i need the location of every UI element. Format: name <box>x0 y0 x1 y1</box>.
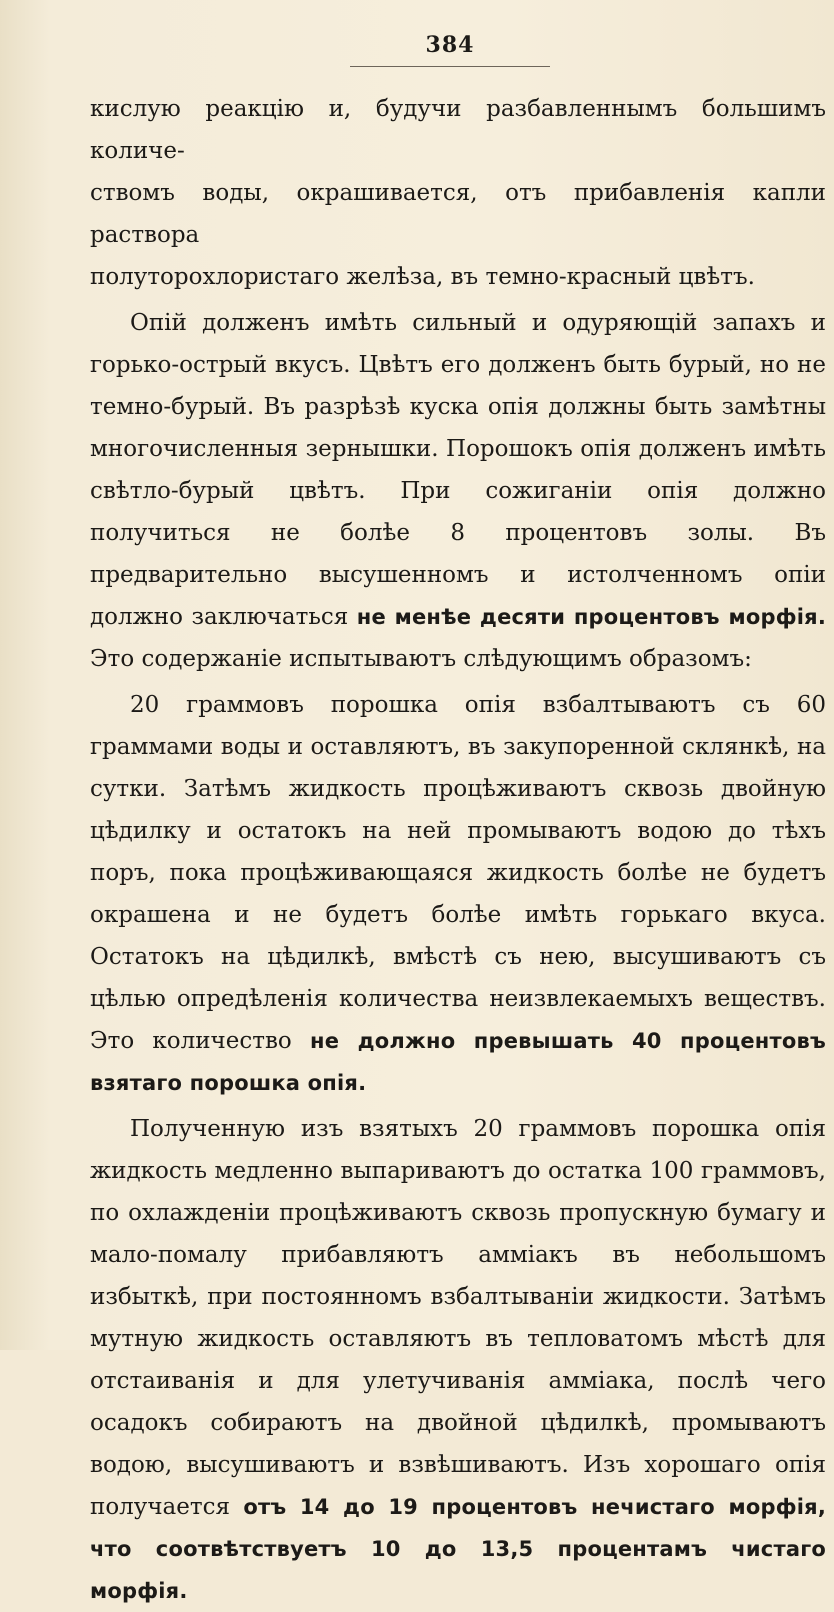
paragraph-2-bold: не менѣе десяти процентовъ морфія. <box>356 605 827 629</box>
header-rule <box>350 66 550 67</box>
paragraph-2-text-end: Это содержаніе испытываютъ слѣдующимъ образомъ: <box>90 646 752 672</box>
body-text <box>90 88 826 1612</box>
paragraph-2 <box>90 302 826 680</box>
paragraph-3-bold: не должно превышать 40 процентовъ взятаго порошка опія. <box>90 1029 826 1095</box>
page-header <box>380 32 520 58</box>
paragraph-4-bold: отъ 14 до 19 процентовъ нечистаго морфія, что соотвѣтствуетъ 10 до 13,5 процентамъ чистаго морфія. <box>90 1495 826 1603</box>
paragraph-1-line-1: кислую реакцію и, будучи разбавленнымъ большимъ количе- <box>90 96 826 164</box>
paragraph-3 <box>90 684 826 1104</box>
paragraph-4-text: Полученную изъ взятыхъ 20 граммовъ порошка опія жидкость медленно выпариваютъ до остатка 100 граммовъ, по охлажденіи процѣживаютъ сквозь пропускную бумагу и мало-помалу прибавляютъ амміакъ въ небольшомъ избыткѣ, при постоянномъ взбалтываніи жидкости. Затѣмъ мутную жидкость оставляютъ въ тепловатомъ мѣстѣ для отстаиванія и для улетучиванія амміака, послѣ чего осадокъ собираютъ на двойной цѣдилкѣ, промываютъ водою, высушиваютъ и взвѣшиваютъ. Изъ хорошаго опія получается <box>90 1116 826 1520</box>
paragraph-2-text: Опій долженъ имѣть сильный и одуряющій запахъ и горько-острый вкусъ. Цвѣтъ его долженъ быть бурый, но не темно-бурый. Въ разрѣзѣ куска опія должны быть замѣтны многочисленныя зернышки. Порошокъ опія долженъ имѣть свѣтло-бурый цвѣтъ. При сожиганіи опія должно получиться не болѣе 8 процентовъ золы. Въ предварительно высушенномъ и истолченномъ опіи должно заключаться <box>90 310 826 630</box>
page-number: 384 <box>425 32 475 58</box>
paragraph-1-line-2: ствомъ воды, окрашивается, отъ прибавленія капли раствора <box>90 180 826 248</box>
paragraph-1 <box>90 88 826 298</box>
paragraph-3-text: 20 граммовъ порошка опія взбалтываютъ съ 60 граммами воды и оставляютъ, въ закупоренной склянкѣ, на сутки. Затѣмъ жидкость процѣживаютъ сквозь двойную цѣдилку и остатокъ на ней промываютъ водою до тѣхъ поръ, пока процѣживающаяся жидкость болѣе не будетъ окрашена и не будетъ болѣе имѣть горькаго вкуса. Остатокъ на цѣдилкѣ, вмѣстѣ съ нею, высушиваютъ съ цѣлью опредѣленія количества неизвлекаемыхъ веществъ. Это количество <box>90 692 826 1054</box>
paragraph-4 <box>90 1108 826 1612</box>
paragraph-1-line-3: полуторохлористаго желѣза, въ темно-красный цвѣтъ. <box>90 264 755 290</box>
